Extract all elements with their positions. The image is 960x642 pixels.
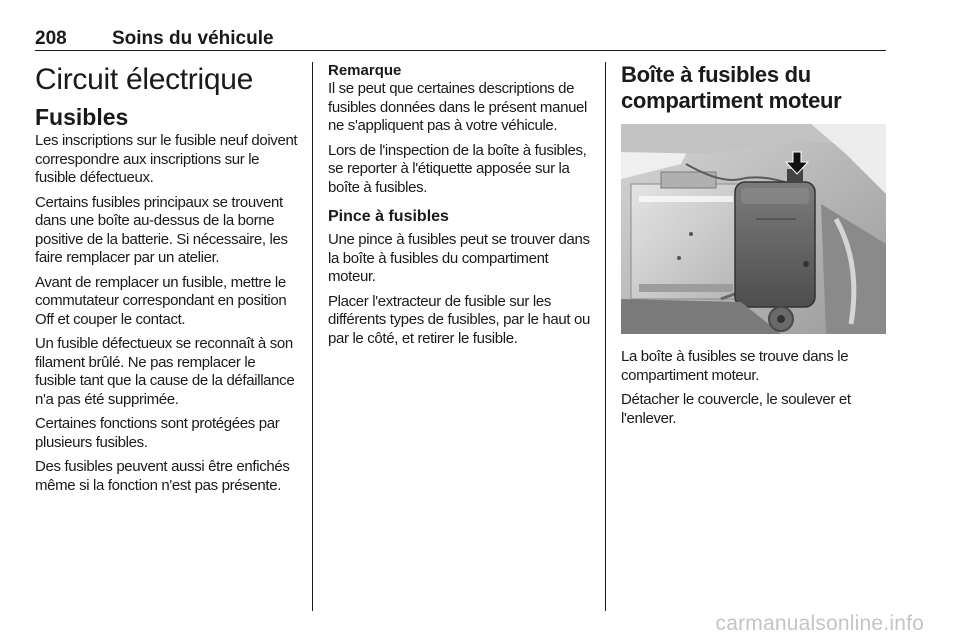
page-header (35, 28, 886, 51)
paragraph: Placer l'extracteur de fusible sur les différents types de fusibles, par le haut ou par le côté, et retirer le fusible. (328, 292, 590, 347)
column-2 (328, 62, 593, 354)
paragraph: Avant de remplacer un fusible, mettre le commutateur correspondant en position Off et couper le contact. (35, 273, 287, 328)
fuse-puller-heading: Pince à fusibles (328, 208, 449, 225)
engine-fuse-box-photo (621, 124, 886, 334)
page-number: 208 (35, 28, 67, 49)
fuse-box-heading: Boîte à fusibles du compartiment moteur (621, 62, 842, 113)
column-3 (621, 62, 886, 434)
paragraph: La boîte à fusibles se trouve dans le compartiment moteur. (621, 348, 849, 384)
paragraph: Des fusibles peuvent aussi être enfichés même si la fonction n'est pas présente. (35, 458, 290, 494)
paragraph: Une pince à fusibles peut se trouver dans la boîte à fusibles du compartiment moteur. (328, 231, 590, 285)
paragraph: Certaines fonctions sont protégées par plusieurs fusibles. (35, 415, 280, 451)
running-title: Soins du véhicule (112, 28, 274, 49)
column-1 (35, 62, 300, 501)
column-divider-1 (312, 62, 313, 611)
paragraph: Certains fusibles principaux se trouvent dans une boîte au-dessus de la borne positive de la batterie. Si nécessaire, les faire remplacer par un atelier. (35, 193, 288, 266)
column-divider-2 (605, 62, 606, 611)
paragraph: Les inscriptions sur le fusible neuf doivent correspondre aux inscriptions sur le fusible défectueux. (35, 132, 298, 186)
watermark: carmanualsonline.info (715, 612, 924, 635)
note-paragraph: Lors de l'inspection de la boîte à fusibles, se reporter à l'étiquette apposée sur la boîte à fusibles. (328, 141, 587, 196)
section-title: Circuit électrique (35, 63, 254, 96)
note-title: Remarque (328, 62, 402, 79)
subsection-title: Fusibles (35, 104, 129, 130)
paragraph: Détacher le couvercle, le soulever et l'enlever. (621, 391, 851, 427)
paragraph: Un fusible défectueux se reconnaît à son filament brûlé. Ne pas remplacer le fusible tant que la cause de la défaillance n'a pas été supprimée. (35, 335, 295, 408)
note-paragraph: Il se peut que certaines descriptions de fusibles données dans le présent manuel ne s'appliquent pas à votre véhicule. (328, 80, 588, 134)
